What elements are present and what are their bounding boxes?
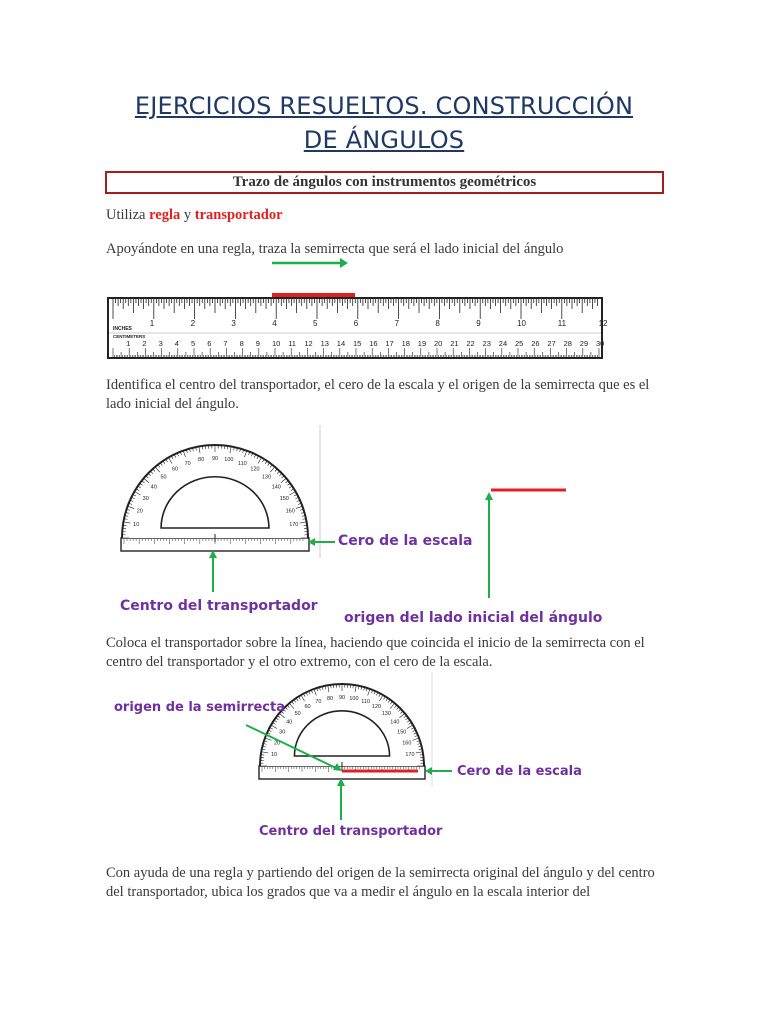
protractor-degree-label: 160 [402,740,412,747]
protractor-degree-label: 60 [304,704,311,711]
protractor-degree-label: 50 [294,711,301,718]
protractor-degree-label: 20 [274,740,281,747]
ruler-cm-number: 21 [450,339,459,348]
ruler-cm-number: 19 [417,339,427,348]
protractor-degree-label: 120 [371,704,382,711]
ruler-cm-number: 17 [385,339,394,348]
ruler-cm-number: 24 [498,339,508,348]
protractor-degree-label: 130 [381,711,391,718]
protractor-degree-label: 90 [211,456,219,462]
ruler-inch-number: 5 [313,319,318,328]
protractor-center-label: Centro del transportador [120,598,318,614]
ruler-cm-number: 5 [191,339,196,348]
ruler-cm-number: 28 [563,339,572,348]
ruler-cm-number: 20 [434,339,443,348]
ruler-cm-number: 25 [515,339,524,348]
protractor-degree-label: 140 [271,484,281,491]
ruler-inch-number: 2 [190,319,196,328]
ruler-inch-number: 3 [231,319,236,328]
ruler-cm-number: 8 [239,339,244,348]
ruler-cm-number: 9 [255,339,260,348]
intro-prefix: Utiliza [106,207,150,223]
ruler-cm-number: 4 [174,339,179,348]
ruler-cm-number: 30 [596,339,605,348]
protractor-degree-label: 70 [315,699,322,706]
ruler-inch-number: 9 [476,319,481,328]
page-title-line1: EJERCICIOS RESUELTOS. CONSTRUCCIÓN [134,92,634,120]
protractor-degree-label: 100 [349,696,359,703]
protractor-degree-label: 70 [184,460,191,467]
ray-origin-label: origen de la semirrecta [114,700,285,715]
protractor-degree-label: 110 [361,699,370,706]
step1-text: Apoyándote en una regla, traza la semirrecta que será el lado inicial del ángulo [106,241,564,257]
protractor-center-label-2: Centro del transportador [259,824,443,839]
protractor-degree-label: 50 [160,474,167,481]
page-title-line2: DE ÁNGULOS [303,126,465,154]
ruler-cm-number: 15 [353,339,362,348]
section-heading-box: Trazo de ángulos con instrumentos geométricos [105,171,664,194]
ruler-cm-label: CENTIMETERS [113,334,146,339]
ruler-cm-number: 1 [126,339,131,348]
protractor-degree-label: 40 [150,484,157,491]
protractor-degree-label: 40 [286,719,293,726]
ruler-cm-number: 2 [142,339,147,348]
ruler-inch-number: 11 [557,319,567,328]
tool-transportador: transportador [194,207,283,223]
ruler-cm-number: 26 [531,339,540,348]
ruler-cm-number: 18 [401,339,410,348]
ruler-inch-number: 1 [149,319,155,328]
protractor-degree-label: 150 [279,496,289,502]
protractor-degree-label: 80 [326,696,334,703]
ruler-inch-number: 12 [598,319,608,328]
protractor-degree-label: 20 [136,508,143,515]
ruler-inch-number: 6 [353,319,359,328]
ruler-cm-number: 23 [482,339,491,348]
protractor-degree-label: 30 [279,729,286,736]
protractor-degree-label: 140 [390,719,400,726]
step4-text: Con ayuda de una regla y partiendo del origen de la semirrecta original del ángulo y del centro del transportador, ubica los grados que va a medir el ángulo en la escala interior del [106,865,655,900]
ruler-cm-number: 22 [466,339,475,348]
protractor-degree-label: 160 [285,508,295,515]
initial-side-origin-label: origen del lado inicial del ángulo [344,610,603,626]
ruler-inch-number: 4 [272,319,277,328]
ruler-cm-number: 10 [272,339,281,348]
protractor-degree-label: 60 [171,466,179,473]
ruler-cm-number: 11 [288,339,296,348]
zero-scale-label-2: Cero de la escala [457,764,582,779]
ruler-cm-number: 16 [369,339,378,348]
step2-text: Identifica el centro del transportador, el cero de la escala y el origen de la semirrecta que es el lado inicial del ángulo. [106,377,650,412]
ruler-inch-number: 8 [435,319,440,328]
protractor-degree-label: 120 [250,466,260,473]
ruler-cm-number: 29 [579,339,589,348]
step3-text: Coloca el transportador sobre la línea, haciendo que coincida el inicio de la semirrecta con el centro del transportador y el otro extremo, con el cero de la escala. [106,635,645,670]
protractor-degree-label: 30 [142,496,149,502]
protractor-degree-label: 170 [289,522,299,529]
ruler-inch-number: 7 [394,319,400,328]
ruler-cm-number: 13 [320,339,329,348]
protractor-degree-label: 10 [133,522,140,529]
ruler-cm-number: 7 [223,339,228,348]
protractor-degree-label: 170 [405,752,415,759]
protractor-degree-label: 80 [198,457,205,464]
protractor-degree-label: 10 [270,752,278,759]
ruler-cm-number: 3 [158,339,163,348]
protractor-degree-label: 150 [397,729,407,736]
ruler-cm-number: 6 [207,339,212,348]
ruler-cm-number: 27 [547,339,556,348]
tool-regla: regla [149,207,181,223]
ruler-cm-number: 12 [304,339,313,348]
zero-scale-label: Cero de la escala [338,533,473,549]
intro-joiner: y [180,207,195,223]
protractor-degree-label: 130 [261,474,272,481]
ruler-inches-label: INCHES [113,326,132,332]
protractor-degree-label: 90 [338,695,346,701]
protractor-degree-label: 100 [224,457,234,464]
protractor-degree-label: 110 [237,460,247,467]
ruler-cm-number: 14 [336,339,346,348]
ruler-inch-number: 10 [517,319,526,328]
